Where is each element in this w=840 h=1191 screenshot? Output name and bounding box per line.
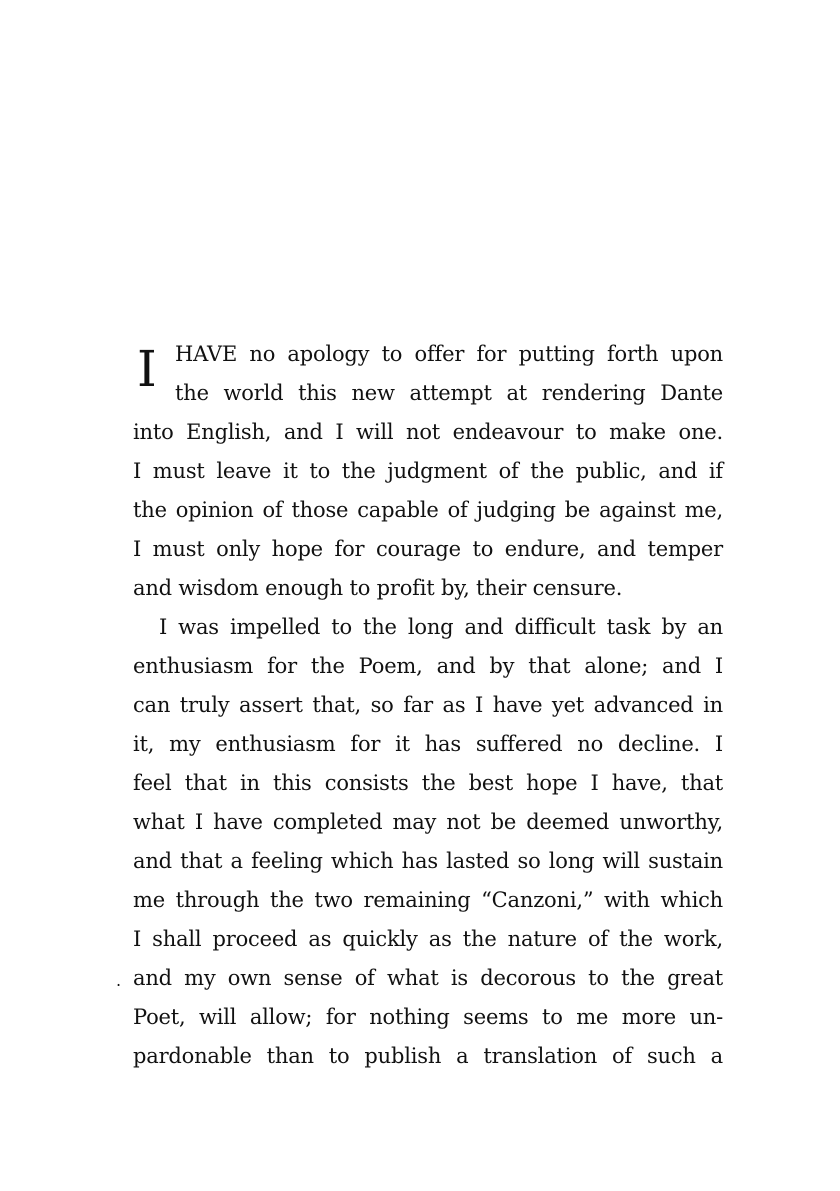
text-line: I shall proceed as quickly as the nature of the work, bbox=[133, 927, 723, 951]
text-line: me through the two remaining “Canzoni,” with which bbox=[133, 888, 723, 912]
text-line: and that a feeling which has lasted so long will sustain bbox=[133, 849, 723, 873]
text-line: into English, and I will not endeavour to make one. bbox=[133, 420, 723, 444]
text-line: what I have completed may not be deemed unworthy, bbox=[133, 810, 723, 834]
text-line: I must only hope for courage to endure, and temper bbox=[133, 537, 723, 561]
text-line: can truly assert that, so far as I have yet advanced in bbox=[133, 693, 723, 717]
text-line: feel that in this consists the best hope I have, that bbox=[133, 771, 723, 795]
text-line: Poet, will allow; for nothing seems to me more un- bbox=[133, 1005, 723, 1029]
stray-mark: . bbox=[116, 971, 122, 990]
text-line: pardonable than to publish a translation of such a bbox=[133, 1044, 723, 1068]
text-line: HAVE no apology to offer for putting forth upon bbox=[175, 342, 723, 366]
text-line: and wisdom enough to profit by, their censure. bbox=[133, 576, 623, 600]
text-line: and my own sense of what is decorous to the great bbox=[133, 966, 723, 990]
text-line: I must leave it to the judgment of the public, and if bbox=[133, 459, 723, 483]
text-line: I was impelled to the long and difficult task by an bbox=[159, 615, 723, 639]
text-line: enthusiasm for the Poem, and by that alone; and I bbox=[133, 654, 723, 678]
text-line: the world this new attempt at rendering Dante bbox=[175, 381, 723, 405]
text-line: the opinion of those capable of judging be against me, bbox=[133, 498, 723, 522]
text-line: it, my enthusiasm for it has suffered no decline. I bbox=[133, 732, 723, 756]
drop-cap: I bbox=[137, 340, 157, 398]
